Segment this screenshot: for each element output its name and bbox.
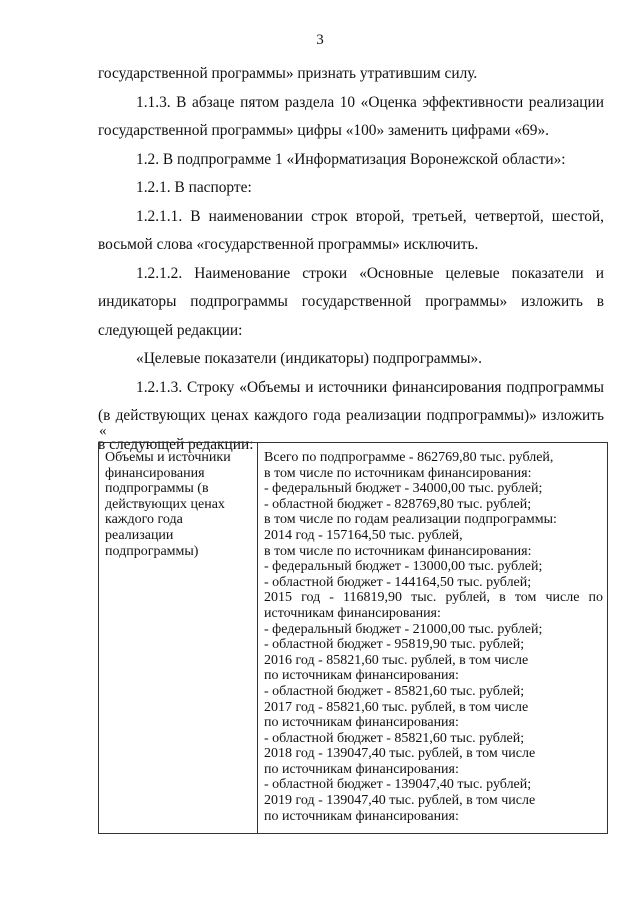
financing-line: - областной бюджет - 828769,80 тыс. рублей;: [264, 496, 532, 512]
paragraph: 1.2.1.1. В наименовании строк второй, третьей, четвертой, шестой, восьмой слова «государственной программы» исключить.: [98, 207, 604, 253]
financing-line: 2017 год - 85821,60 тыс. рублей, в том числе: [264, 699, 529, 715]
financing-lines: [264, 450, 603, 824]
table-cell-content: [258, 443, 608, 834]
financing-line: в том числе по источникам финансирования:: [264, 543, 532, 559]
paragraph: 1.2.1.2. Наименование строки «Основные целевые показатели и индикаторы подпрограммы государственной программы» изложить в следующей редакции:: [98, 264, 604, 339]
financing-line: в том числе по источникам финансирования:: [264, 465, 532, 481]
financing-line: - областной бюджет - 85821,60 тыс. рублей;: [264, 730, 525, 746]
paragraph: 1.2.1. В паспорте:: [136, 179, 252, 196]
financing-line: 2018 год - 139047,40 тыс. рублей, в том числе: [264, 746, 536, 762]
financing-line: - областной бюджет - 85821,60 тыс. рублей;: [264, 683, 525, 699]
financing-line: по источникам финансирования:: [264, 808, 459, 824]
financing-line: в том числе по годам реализации подпрограммы:: [264, 512, 557, 528]
financing-line: - федеральный бюджет - 21000,00 тыс. рублей;: [264, 621, 543, 637]
paragraph: 1.2. В подпрограмме 1 «Информатизация Воронежской области»:: [136, 150, 566, 168]
financing-line: Всего по подпрограмме - 862769,80 тыс. рублей,: [264, 450, 554, 465]
financing-table: [98, 442, 608, 834]
table-cell-label: Объемы и источники финансирования подпрограммы (в действующих ценах каждого года реализации подпрограммы): [99, 443, 258, 834]
financing-line: источникам финансирования:: [264, 605, 441, 621]
opening-quote: «: [99, 423, 107, 439]
financing-line: - федеральный бюджет - 13000,00 тыс. рублей;: [264, 559, 543, 575]
financing-line: 2019 год - 139047,40 тыс. рублей, в том числе: [264, 793, 536, 809]
financing-line: 2014 год - 157164,50 тыс. рублей,: [264, 527, 463, 543]
financing-line: - областной бюджет - 95819,90 тыс. рублей;: [264, 637, 525, 653]
financing-line: - федеральный бюджет - 34000,00 тыс. рублей;: [264, 481, 543, 497]
financing-line: по источникам финансирования:: [264, 761, 459, 777]
financing-line: по источникам финансирования:: [264, 715, 459, 731]
paragraph: государственной программы» признать утратившим силу.: [98, 65, 478, 82]
financing-line: по источникам финансирования:: [264, 668, 459, 684]
financing-line: 2016 год - 85821,60 тыс. рублей, в том числе: [264, 652, 529, 668]
financing-line: - областной бюджет - 144164,50 тыс. рублей;: [264, 574, 532, 590]
financing-line: 2015 год - 116819,90 тыс. рублей, в том числе по: [264, 590, 603, 606]
paragraph: «Целевые показатели (индикаторы) подпрограммы».: [136, 350, 482, 367]
financing-line: - областной бюджет - 139047,40 тыс. рублей;: [264, 777, 532, 793]
paragraph: 1.1.3. В абзаце пятом раздела 10 «Оценка эффективности реализации государственной программы» цифры «100» заменить цифрами «69».: [98, 93, 604, 139]
paragraph: 1.2.1.3. Строку «Объемы и источники финансирования подпрограммы (в действующих ценах каждого года реализации подпрограммы)» изложить в следующей редакции:: [98, 378, 604, 453]
page-number: 3: [316, 32, 324, 48]
table-row: [99, 443, 608, 834]
document-body: [98, 60, 604, 459]
